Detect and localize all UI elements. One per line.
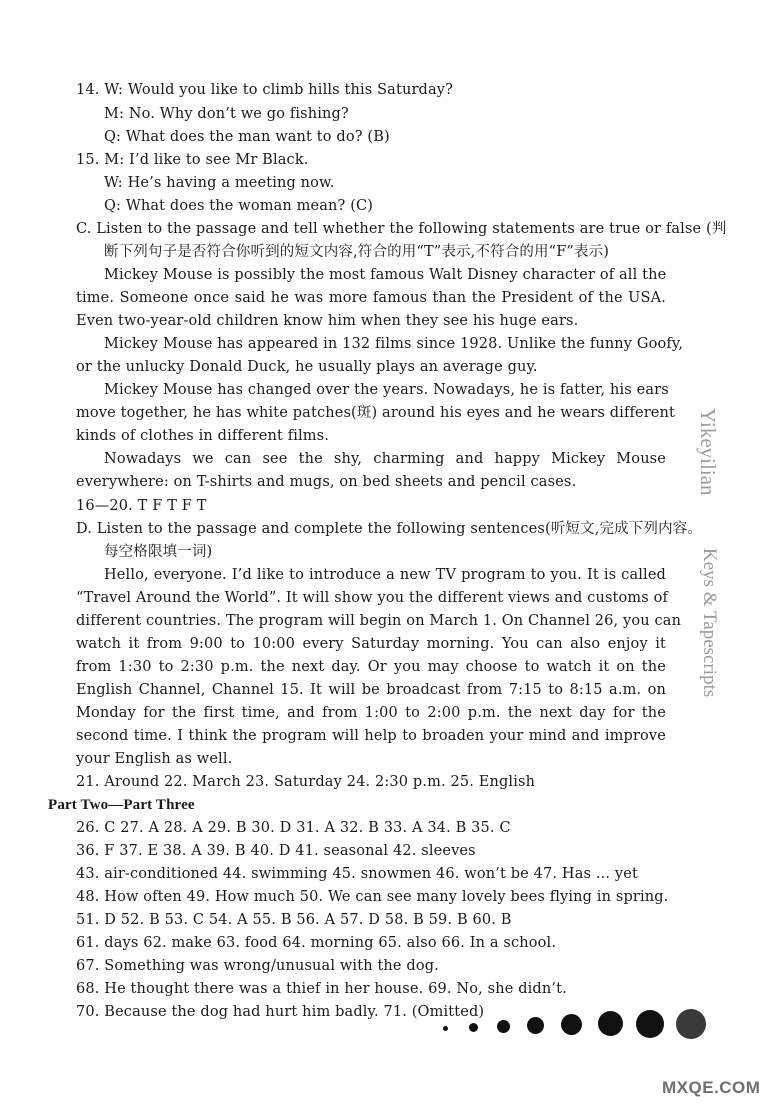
answer-line: 16—20. T F T F T bbox=[76, 498, 207, 514]
passage-line: Hello, everyone. I’d like to introduce a new TV program to you. It is called bbox=[104, 567, 666, 583]
passage-line: time. Someone once said he was more famous than the President of the USA. bbox=[76, 290, 666, 306]
answer-line: 67. Something was wrong/unusual with the dog. bbox=[76, 958, 439, 974]
passage-line: Mickey Mouse has appeared in 132 films since 1928. Unlike the funny Goofy, bbox=[104, 336, 684, 352]
answer-line: 36. F 37. E 38. A 39. B 40. D 41. seasonal 42. sleeves bbox=[76, 843, 476, 859]
footer-dot-icon bbox=[443, 1026, 448, 1031]
passage-line: English Channel, Channel 15. It will be broadcast from 7:15 to 8:15 a.m. on bbox=[76, 682, 666, 698]
footer-dot-icon bbox=[527, 1017, 544, 1034]
passage-line: Nowadays we can see the shy, charming and happy Mickey Mouse bbox=[104, 451, 666, 467]
part-heading: Part Two—Part Three bbox=[48, 797, 195, 813]
footer-dot-icon bbox=[598, 1011, 623, 1036]
section-d-instruction: 每空格限填一词) bbox=[104, 544, 213, 560]
side-subtitle: Keys & Tapescripts bbox=[699, 548, 720, 698]
section-c-heading: C. Listen to the passage and tell whether the following statements are true or false (判 bbox=[76, 221, 727, 237]
footer-dot-icon bbox=[561, 1014, 582, 1035]
passage-line: Monday for the first time, and from 1:00 to 2:00 p.m. the next day for the bbox=[76, 705, 666, 721]
passage-line: different countries. The program will begin on March 1. On Channel 26, you can bbox=[76, 613, 682, 629]
passage-line: second time. I think the program will help to broaden your mind and improve bbox=[76, 728, 666, 744]
footer-dot-icon bbox=[497, 1020, 510, 1033]
text-line: M: No. Why don’t we go fishing? bbox=[104, 106, 349, 122]
footer-dot-icon bbox=[469, 1023, 478, 1032]
passage-line: watch it from 9:00 to 10:00 every Saturday morning. You can also enjoy it bbox=[76, 636, 666, 652]
answer-line: 43. air-conditioned 44. swimming 45. snowmen 46. won’t be 47. Has ... yet bbox=[76, 866, 638, 882]
passage-line: from 1:30 to 2:30 p.m. the next day. Or you may choose to watch it on the bbox=[76, 659, 666, 675]
answer-line: 26. C 27. A 28. A 29. B 30. D 31. A 32. B 33. A 34. B 35. C bbox=[76, 820, 511, 836]
passage-line: Even two-year-old children know him when they see his huge ears. bbox=[76, 313, 579, 329]
answer-line: 48. How often 49. How much 50. We can see many lovely bees flying in spring. bbox=[76, 889, 669, 905]
text-line: 15. M: I’d like to see Mr Black. bbox=[76, 152, 309, 168]
answer-line: 21. Around 22. March 23. Saturday 24. 2:30 p.m. 25. English bbox=[76, 774, 536, 790]
answer-line: 68. He thought there was a thief in her house. 69. No, she didn’t. bbox=[76, 981, 567, 997]
passage-line: everywhere: on T-shirts and mugs, on bed sheets and pencil cases. bbox=[76, 474, 577, 490]
section-c-instruction: 断下列句子是否符合你听到的短文内容,符合的用“T”表示,不符合的用“F”表示) bbox=[104, 244, 610, 260]
passage-line: Mickey Mouse has changed over the years. Nowadays, he is fatter, his ears bbox=[104, 382, 669, 398]
footer-dot-icon bbox=[636, 1010, 664, 1038]
text-line: 14. W: Would you like to climb hills this Saturday? bbox=[76, 82, 454, 98]
page-number-badge bbox=[676, 1009, 706, 1039]
passage-line: your English as well. bbox=[76, 751, 233, 767]
passage-line: Mickey Mouse is possibly the most famous Walt Disney character of all the bbox=[104, 267, 667, 283]
answer-line: 51. D 52. B 53. C 54. A 55. B 56. A 57. D 58. B 59. B 60. B bbox=[76, 912, 512, 928]
passage-line: kinds of clothes in different films. bbox=[76, 428, 330, 444]
text-line: W: He’s having a meeting now. bbox=[104, 175, 335, 191]
passage-line: or the unlucky Donald Duck, he usually plays an average guy. bbox=[76, 359, 538, 375]
answer-line: 61. days 62. make 63. food 64. morning 65. also 66. In a school. bbox=[76, 935, 557, 951]
answer-line: 70. Because the dog had hurt him badly. 71. (Omitted) bbox=[76, 1004, 485, 1020]
passage-line: “Travel Around the World”. It will show you the different views and customs of bbox=[76, 590, 669, 606]
text-line: Q: What does the man want to do? (B) bbox=[104, 129, 390, 145]
section-d-heading: D. Listen to the passage and complete the following sentences(听短文,完成下列内容。 bbox=[76, 521, 703, 537]
watermark-text: MXQE.COM bbox=[662, 1078, 760, 1097]
side-title: Yikeyilian bbox=[696, 408, 720, 496]
text-line: Q: What does the woman mean? (C) bbox=[104, 198, 374, 214]
passage-line: move together, he has white patches(斑) around his eyes and he wears different bbox=[76, 405, 675, 421]
